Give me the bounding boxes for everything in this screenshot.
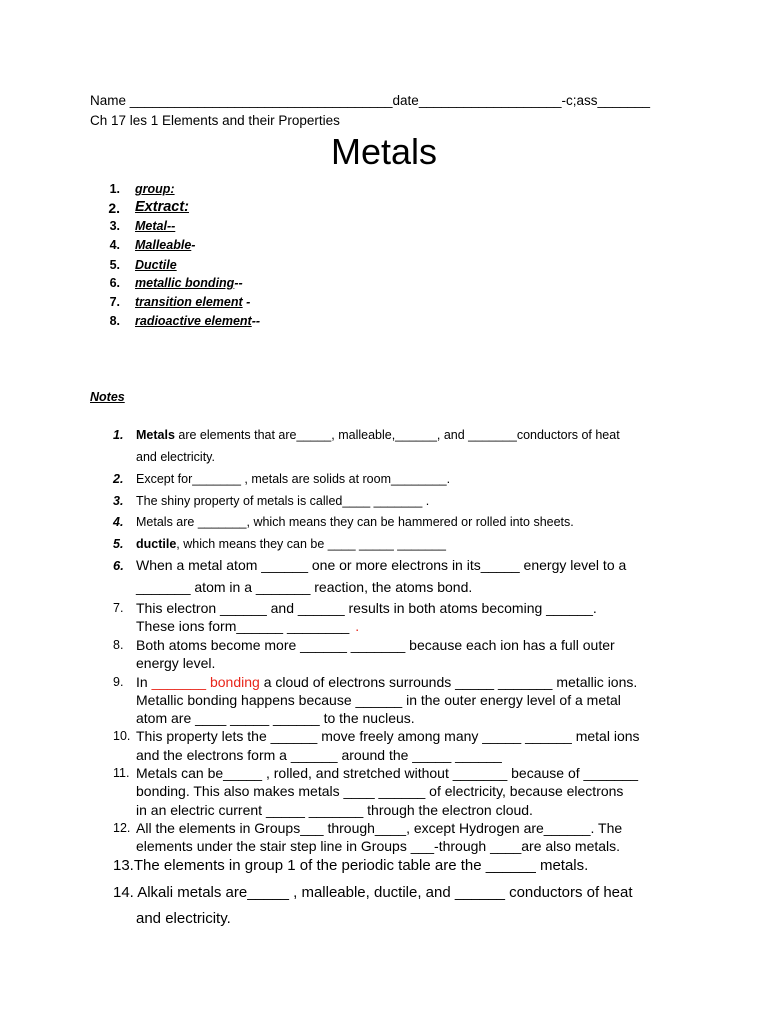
vocab-number: 1. xyxy=(109,182,120,196)
vocab-term xyxy=(135,258,177,272)
note-number: 3. xyxy=(113,494,124,508)
note-10-line-1: This property lets the ______ move freely among many _____ ______ metal ions xyxy=(136,728,640,744)
note-3-text: The shiny property of metals is called____ _______ . xyxy=(136,494,430,508)
red-highlight-text: _______ bonding xyxy=(151,674,260,690)
vocab-term-suffix: -- xyxy=(234,276,243,290)
note-12-line-2: elements under the stair step line in Groups ___-through ____are also metals. xyxy=(136,838,621,854)
vocab-term xyxy=(135,295,250,309)
note-number: 11. xyxy=(113,766,130,780)
note-8-line-1: Both atoms become more ______ _______ because each ion has a full outer xyxy=(136,637,615,653)
note-bold-term: Metals xyxy=(136,428,175,442)
note-11-line-3: in an electric current _____ _______ through the electron cloud. xyxy=(136,802,533,818)
note-number: 2. xyxy=(113,472,124,486)
vocab-number: 8. xyxy=(109,314,120,328)
note-1-line-2: and electricity. xyxy=(136,450,215,464)
note-text: are elements that are_____, malleable,______, and _______conductors of heat xyxy=(174,428,620,442)
vocab-term xyxy=(135,219,175,233)
vocab-term xyxy=(135,238,195,252)
note-6-line-1: When a metal atom ______ one or more electrons in its_____ energy level to a xyxy=(136,557,627,573)
vocab-term-suffix: - xyxy=(191,238,196,252)
note-number: 5. xyxy=(113,537,124,551)
note-7-line-2 xyxy=(136,618,359,634)
vocab-term-text: Extract: xyxy=(135,199,189,215)
vocab-term-suffix: - xyxy=(242,295,251,309)
vocab-term xyxy=(135,199,189,215)
note-4-text: Metals are _______, which means they can be hammered or rolled into sheets. xyxy=(136,515,574,529)
vocab-term-text: group: xyxy=(135,182,175,196)
note-9-line-3: atom are ____ _____ ______ to the nucleus. xyxy=(136,710,415,726)
note-9-line-1 xyxy=(136,674,637,690)
vocab-term xyxy=(135,314,260,328)
vocab-term-suffix: -- xyxy=(251,314,261,328)
note-2-text: Except for_______ , metals are solids at room________. xyxy=(136,472,451,486)
note-bold-term: ductile xyxy=(136,537,177,551)
note-number: 9. xyxy=(113,675,124,689)
note-number: 1. xyxy=(113,428,124,442)
note-1-line-1 xyxy=(136,428,620,442)
note-number: 7. xyxy=(113,601,124,615)
note-9-line-2: Metallic bonding happens because ______ in the outer energy level of a metal xyxy=(136,692,621,708)
name-date-class-line: Name ___________________________________date___________________-c;ass_______ xyxy=(90,93,651,108)
vocab-term-text: metallic bonding xyxy=(135,276,235,290)
vocab-number: 7. xyxy=(109,295,120,309)
note-11-line-2: bonding. This also makes metals ____ ______ of electricity, because electrons xyxy=(136,783,624,799)
note-12-line-1: All the elements in Groups___ through____, except Hydrogen are______. The xyxy=(136,820,623,836)
vocab-term xyxy=(135,276,243,290)
page-title: Metals xyxy=(330,131,438,172)
notes-heading: Notes xyxy=(90,390,125,404)
vocab-number: 6. xyxy=(109,276,120,290)
note-5-text xyxy=(136,537,446,551)
vocab-term-text: Metal-- xyxy=(135,219,176,233)
note-10-line-2: and the electrons form a ______ around the _____ ______ xyxy=(136,747,502,763)
note-text: , which means they can be ____ _____ _______ xyxy=(176,537,446,551)
note-number: 6. xyxy=(113,558,124,573)
note-8-line-2: energy level. xyxy=(136,655,216,671)
note-14-line-1: 14. Alkali metals are_____ , malleable, ductile, and ______ conductors of heat xyxy=(113,884,633,901)
note-13-text: 13.The elements in group 1 of the periodic table are the ______ metals. xyxy=(113,857,589,874)
red-mark: . xyxy=(355,618,360,634)
note-number: 4. xyxy=(113,515,124,529)
note-11-line-1: Metals can be_____ , rolled, and stretched without _______ because of _______ xyxy=(136,765,639,781)
chapter-subtitle: Ch 17 les 1 Elements and their Properties xyxy=(90,113,340,128)
note-text: In xyxy=(136,674,152,690)
note-text: These ions form______ ________ xyxy=(136,618,350,634)
vocab-term-text: Ductile xyxy=(135,258,177,272)
vocab-term-text: radioactive element xyxy=(135,314,252,328)
note-text: a cloud of electrons surrounds _____ _______ metallic ions. xyxy=(259,674,638,690)
note-14-line-2: and electricity. xyxy=(136,910,231,927)
vocab-number: 5. xyxy=(109,258,120,272)
vocab-number: 3. xyxy=(109,219,120,233)
vocab-term xyxy=(135,182,175,196)
note-7-line-1: This electron ______ and ______ results in both atoms becoming ______. xyxy=(136,600,597,616)
vocab-term-text: transition element xyxy=(135,295,243,309)
vocab-number: 2. xyxy=(108,200,120,216)
note-6-line-2: _______ atom in a _______ reaction, the atoms bond. xyxy=(136,579,473,595)
note-number: 10. xyxy=(113,729,131,743)
note-number: 8. xyxy=(113,638,124,652)
note-number: 12. xyxy=(113,821,131,835)
vocab-term-text: Malleable xyxy=(135,238,192,252)
vocab-number: 4. xyxy=(109,238,120,252)
